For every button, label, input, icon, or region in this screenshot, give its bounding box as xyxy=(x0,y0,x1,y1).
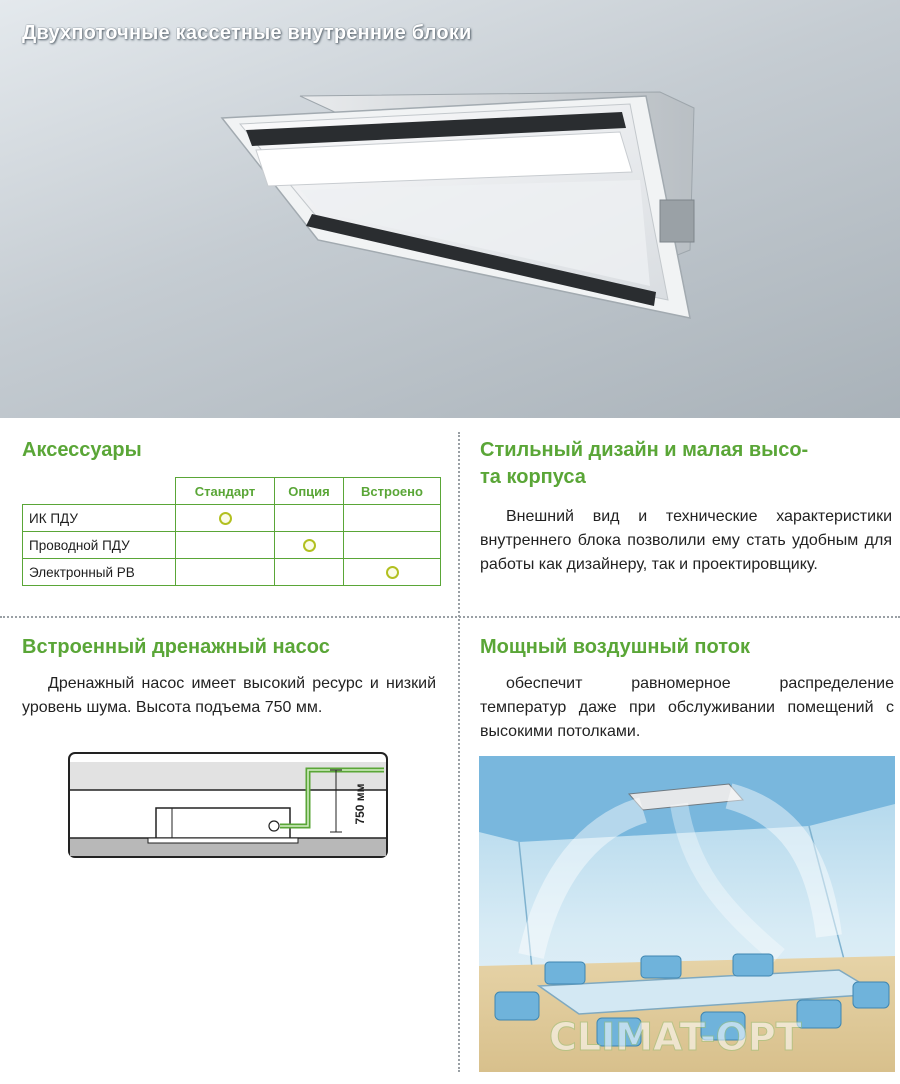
table-row xyxy=(23,559,441,586)
cassette-unit-illustration xyxy=(0,0,900,418)
horizontal-divider xyxy=(0,616,900,618)
column-header: Опция xyxy=(275,478,344,505)
design-title-line: та корпуса xyxy=(480,466,586,488)
table-row xyxy=(23,505,441,532)
design-title xyxy=(480,437,880,491)
accessories-table xyxy=(22,477,441,586)
column-header: Встроено xyxy=(344,478,441,505)
circle-marker-icon xyxy=(219,512,232,525)
table-header-row xyxy=(23,478,441,505)
page-title: Двухпоточные кассетные внутренние блоки xyxy=(22,22,472,44)
circle-marker-icon xyxy=(303,539,316,552)
watermark-text: CLIMAT-OPT xyxy=(549,1015,802,1059)
height-dimension-label: 750 мм xyxy=(353,783,367,825)
airflow-room-illustration xyxy=(479,756,895,1072)
design-title-line: Стильный дизайн и малая высо- xyxy=(480,439,809,461)
accessories-title: Аксессуары xyxy=(22,439,142,461)
row-label: Электронный РВ xyxy=(23,559,176,586)
airflow-title: Мощный воздушный поток xyxy=(480,636,750,658)
vertical-divider xyxy=(458,432,460,1072)
pump-title: Встроенный дренажный насос xyxy=(22,636,330,658)
circle-marker-icon xyxy=(386,566,399,579)
table-row xyxy=(23,532,441,559)
airflow-text: обеспечит равномерное распределение температур даже при обслуживании помещений с высокими потолками. xyxy=(480,675,894,740)
row-label: ИК ПДУ xyxy=(23,505,176,532)
column-header: Стандарт xyxy=(176,478,275,505)
drain-pump-diagram xyxy=(68,752,390,862)
design-text: Внешний вид и технические характеристики внутреннего блока позволили ему стать удобным для работы как дизайнеру, так и проектировщику. xyxy=(480,508,892,573)
row-label: Проводной ПДУ xyxy=(23,532,176,559)
pump-text: Дренажный насос имеет высокий ресурс и низкий уровень шума. Высота подъема 750 мм. xyxy=(22,675,436,716)
hero-banner xyxy=(0,0,900,418)
